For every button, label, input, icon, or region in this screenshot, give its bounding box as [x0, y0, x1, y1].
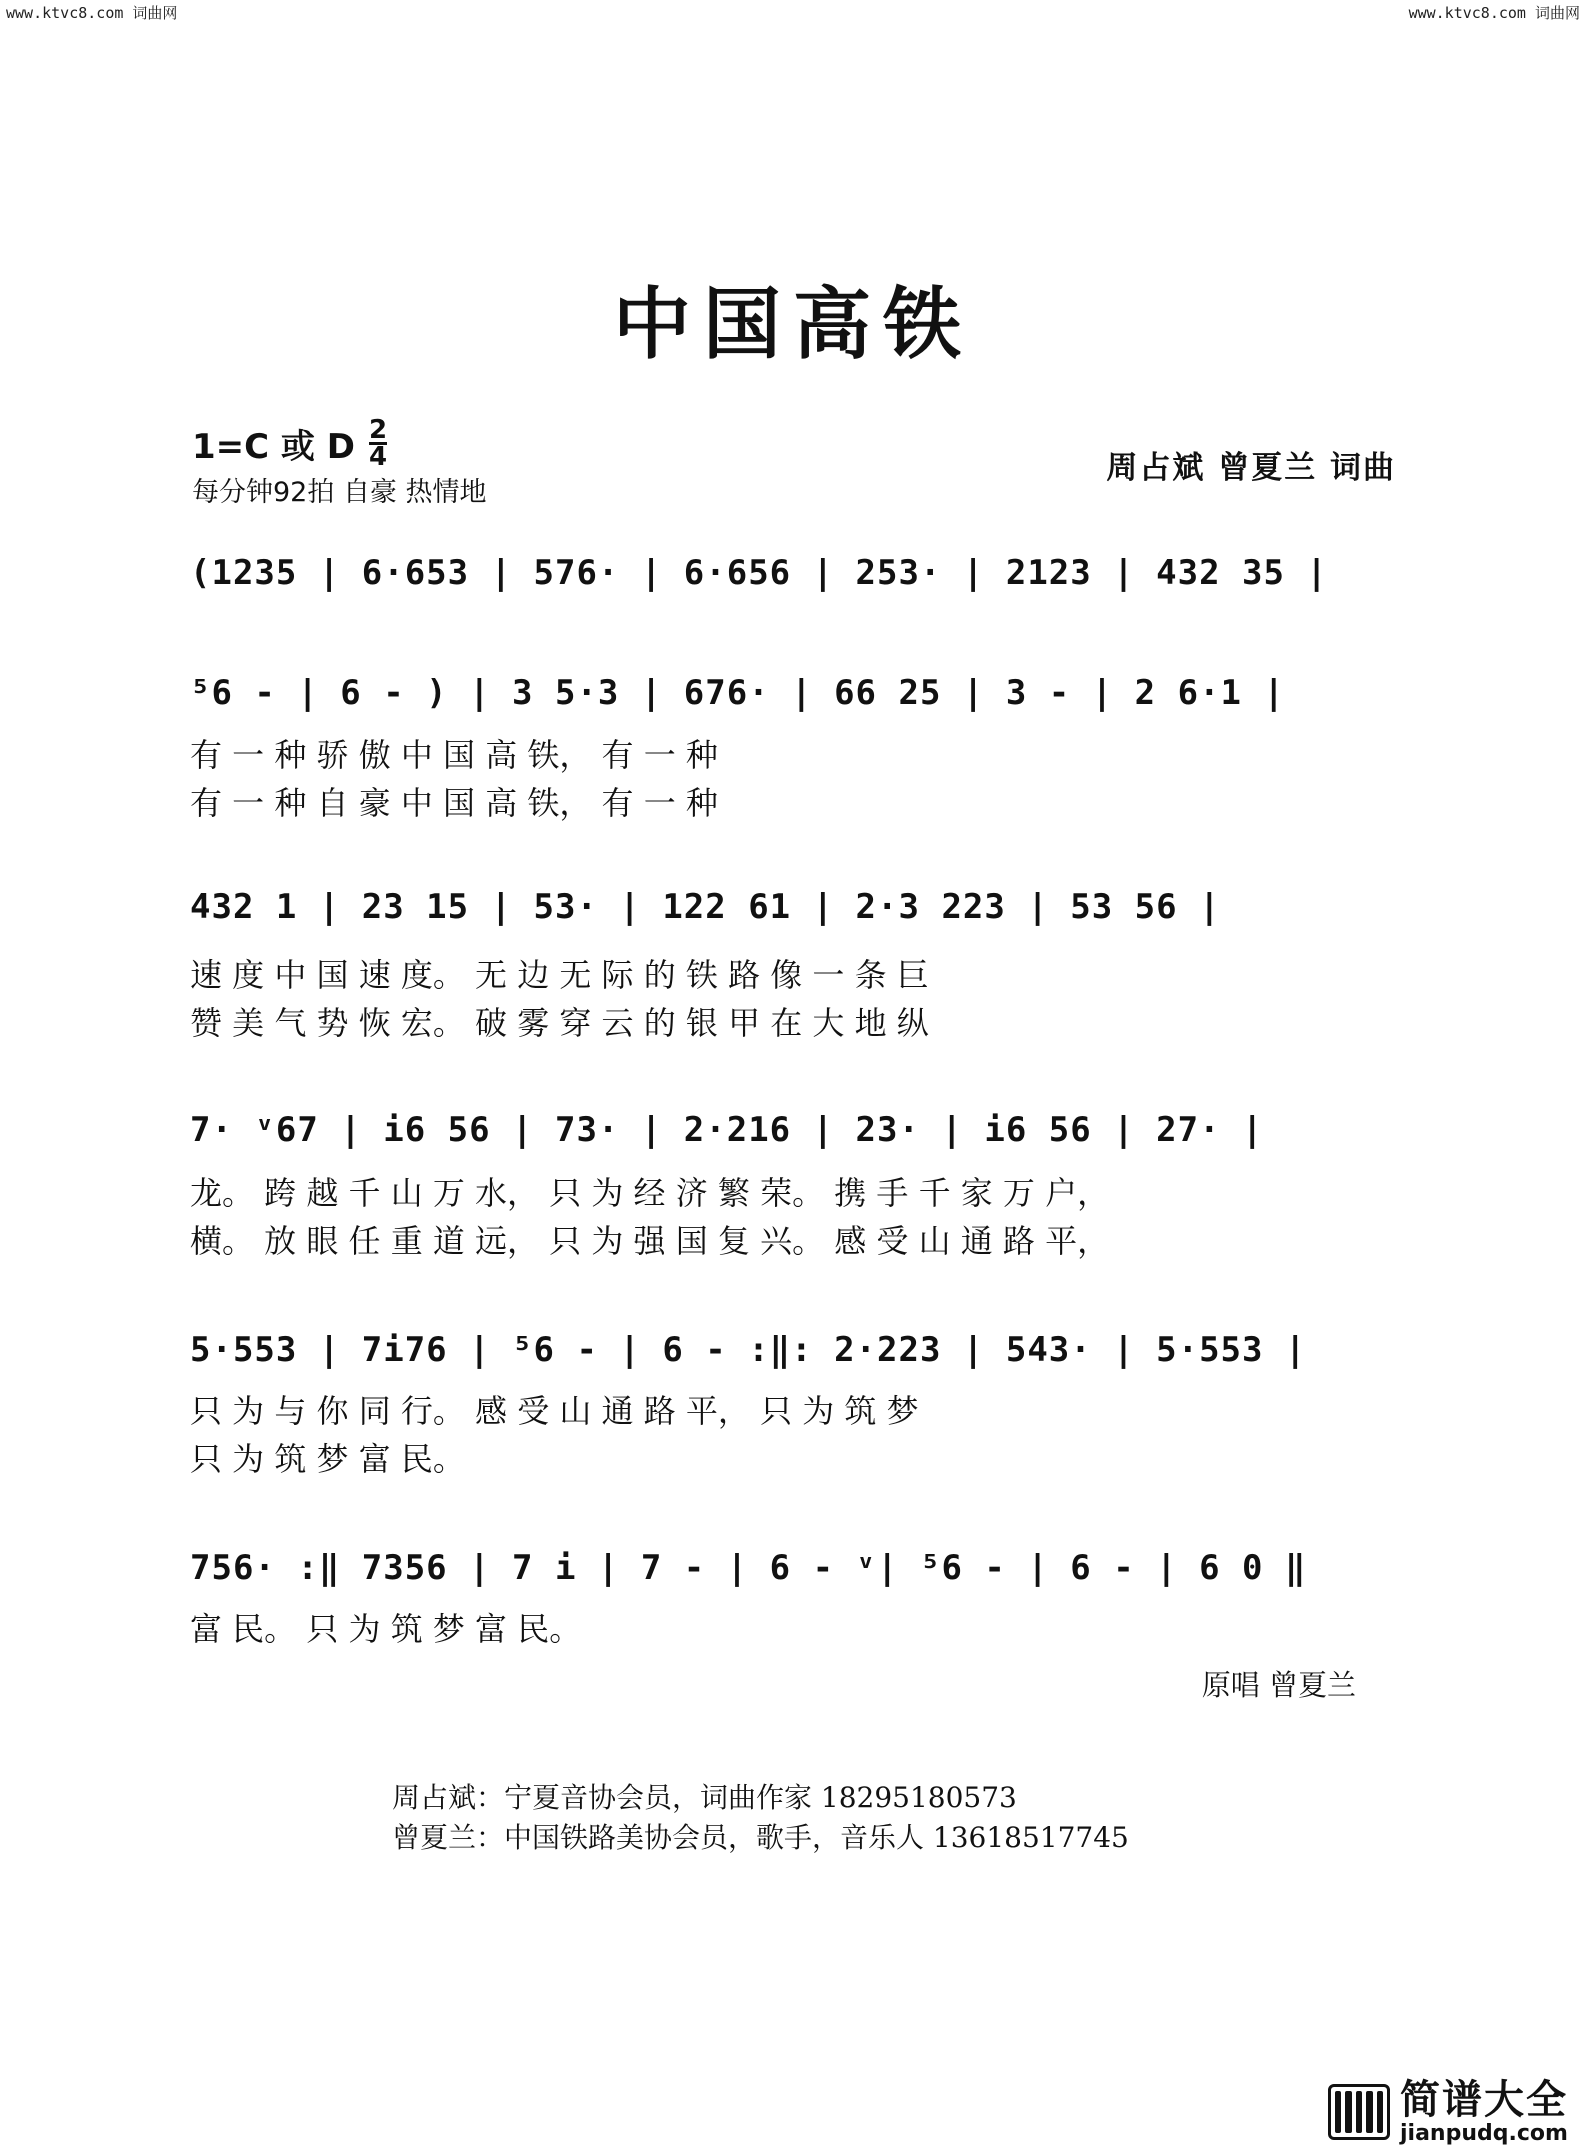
notation-line-1: (1235 | 6·653 | 576· | 6·656 | 253· | 2123 | 432 35 | [190, 553, 1328, 593]
lyric-line-4-verse-2: 横。 放 眼 任 重 道 远， 只 为 强 国 复 兴。 感 受 山 通 路 平， [190, 1222, 1110, 1260]
site-logo [1328, 2078, 1568, 2146]
key-label: 1=C 或 D [192, 427, 355, 467]
time-signature [369, 415, 388, 472]
key-signature [192, 415, 388, 472]
original-singer: 原唱 曾夏兰 [1201, 1668, 1356, 1702]
song-title: 中国高铁 [612, 279, 973, 370]
composer-credit: 周占斌 曾夏兰 词曲 [1106, 450, 1396, 486]
lyric-line-5-verse-2: 只 为 筑 梦 富 民。 [190, 1440, 465, 1478]
bio-line-2: 曾夏兰：中国铁路美协会员，歌手，音乐人 13618517745 [392, 1821, 1129, 1854]
notation-line-2: ⁵6 - | 6 - ) | 3 5·3 | 676· | 66 25 | 3 - | 2 6·1 | [190, 673, 1285, 713]
notation-line-5: 5·553 | 7i76 | ⁵6 - | 6 - :‖: 2·223 | 543· | 5·553 | [190, 1330, 1307, 1370]
tempo-marking: 每分钟92拍 自豪 热情地 [192, 477, 487, 508]
logo-domain: jianpudq.com [1400, 2121, 1568, 2146]
lyric-line-2-verse-2: 有 一 种 自 豪 中 国 高 铁， 有 一 种 [190, 784, 718, 822]
lyric-line-3-verse-1: 速 度 中 国 速 度。 无 边 无 际 的 铁 路 像 一 条 巨 [190, 956, 929, 994]
logo-name: 简谱大全 [1400, 2077, 1568, 2123]
time-signature-top: 2 [369, 415, 388, 445]
lyric-line-6-verse-1: 富 民。 只 为 筑 梦 富 民。 [190, 1610, 582, 1648]
watermark-right: www.ktvc8.com 词曲网 [1408, 4, 1580, 22]
time-signature-bottom: 4 [369, 442, 388, 472]
notation-line-3: 432 1 | 23 15 | 53· | 122 61 | 2·3 223 | 53 56 | [190, 887, 1221, 927]
lyric-line-3-verse-2: 赞 美 气 势 恢 宏。 破 雾 穿 云 的 银 甲 在 大 地 纵 [190, 1004, 929, 1042]
piano-keys-icon [1328, 2084, 1390, 2140]
lyric-line-5-verse-1: 只 为 与 你 同 行。 感 受 山 通 路 平， 只 为 筑 梦 [190, 1392, 919, 1430]
lyric-line-2-verse-1: 有 一 种 骄 傲 中 国 高 铁， 有 一 种 [190, 736, 718, 774]
bio-line-1: 周占斌：宁夏音协会员，词曲作家 18295180573 [392, 1781, 1017, 1814]
watermark-left: www.ktvc8.com 词曲网 [6, 4, 178, 22]
notation-line-4: 7· ᵛ67 | i6 56 | 73· | 2·216 | 23· | i6 56 | 27· | [190, 1110, 1264, 1150]
notation-line-6: 756· :‖ 7356 | 7 i | 7 - | 6 - ᵛ| ⁵6 - | 6 - | 6 0 ‖ [190, 1548, 1307, 1588]
lyric-line-4-verse-1: 龙。 跨 越 千 山 万 水， 只 为 经 济 繁 荣。 携 手 千 家 万 户， [190, 1174, 1110, 1212]
